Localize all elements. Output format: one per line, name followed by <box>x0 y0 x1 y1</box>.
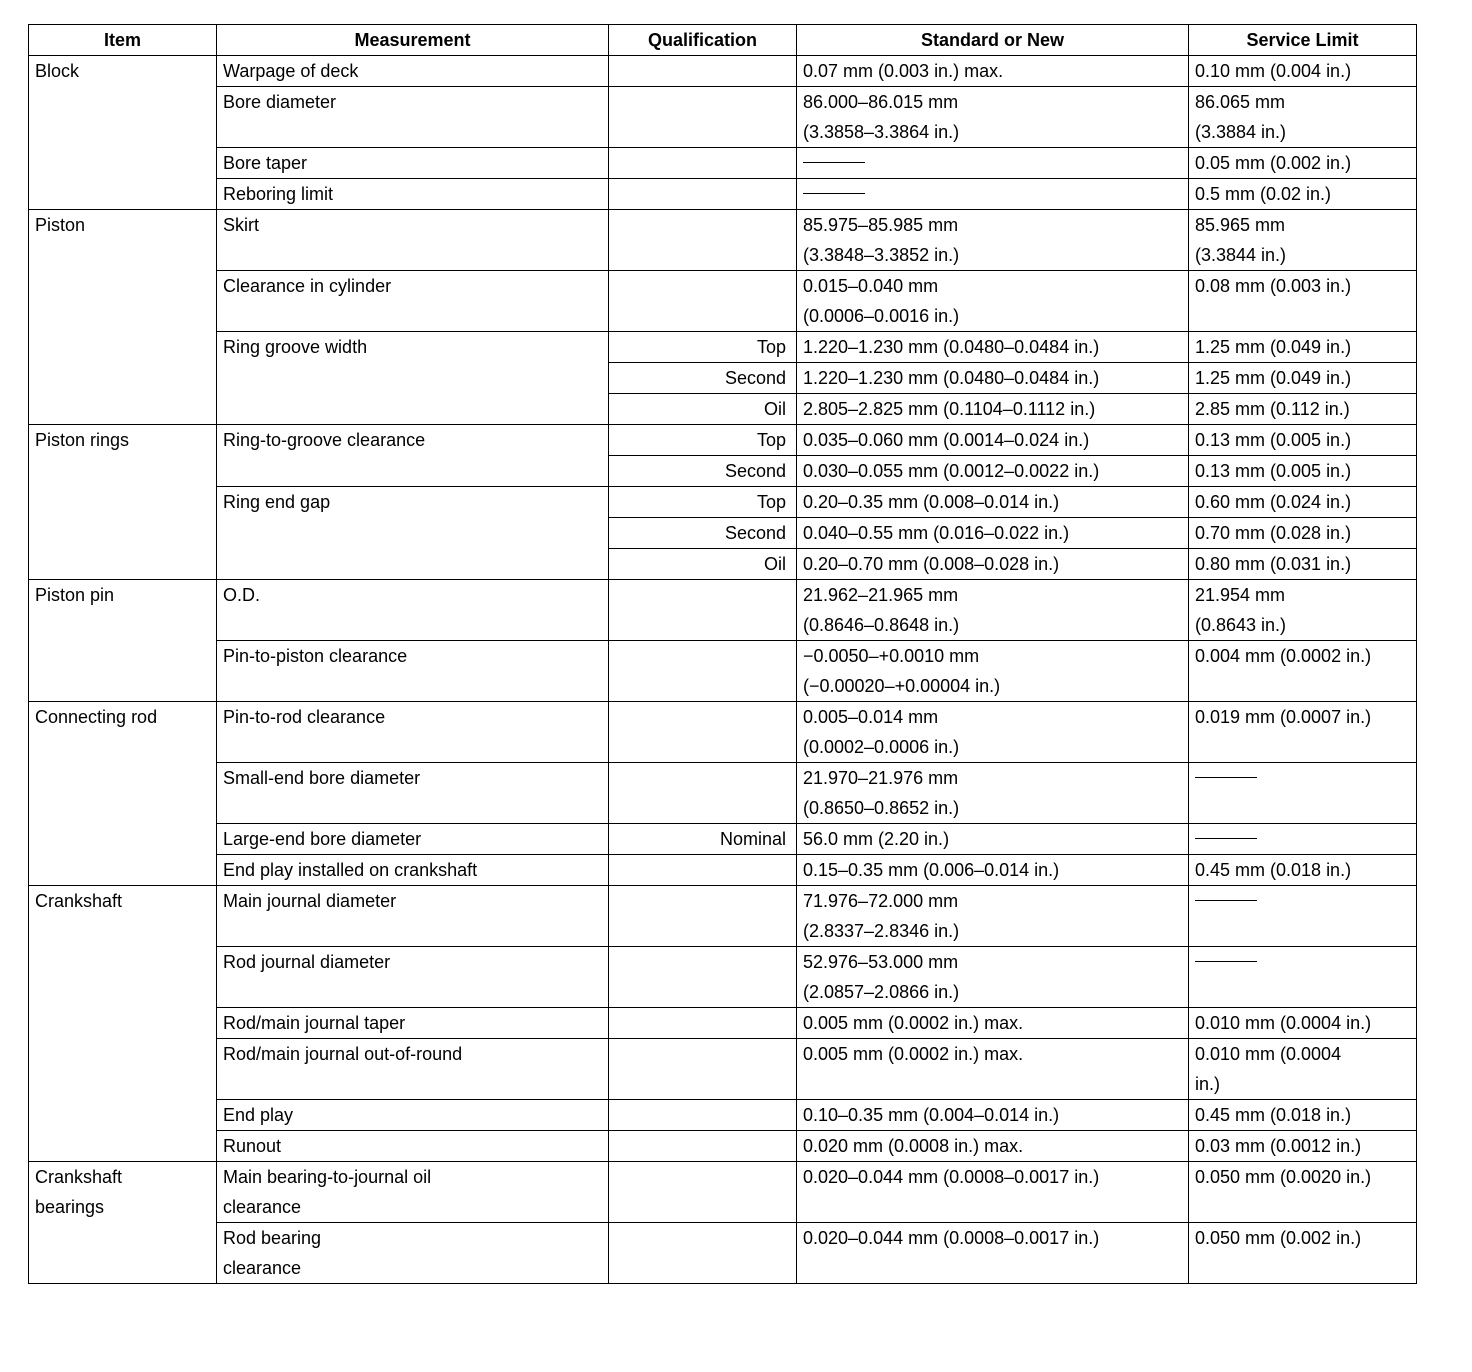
cell-line: Piston <box>35 215 86 235</box>
cell-line: 71.976–72.000 mm <box>803 891 959 911</box>
item-cell <box>29 886 217 1162</box>
service-limit-cell <box>1189 580 1417 641</box>
cell-line: 2.805–2.825 mm (0.1104–0.1112 in.) <box>803 399 1096 419</box>
table-row <box>29 425 1417 456</box>
qualification-cell <box>609 148 797 179</box>
item-cell <box>29 702 217 886</box>
cell-line: Ring end gap <box>223 492 331 512</box>
measurement-cell <box>217 1162 609 1223</box>
cell-line: 0.010 mm (0.0004 in.) <box>1195 1013 1372 1033</box>
cell-line: 0.010 mm (0.0004 <box>1195 1044 1342 1064</box>
standard-cell <box>797 1039 1189 1100</box>
service-limit-cell <box>1189 425 1417 456</box>
cell-line: 21.954 mm <box>1195 585 1286 605</box>
standard-cell <box>797 763 1189 824</box>
standard-cell <box>797 855 1189 886</box>
measurement-cell <box>217 1008 609 1039</box>
standard-cell <box>797 702 1189 763</box>
table-row <box>29 210 1417 271</box>
header-service-limit: Service Limit <box>1189 25 1417 56</box>
qualification-cell: Nominal <box>609 824 797 855</box>
qualification-cell <box>609 580 797 641</box>
measurement-cell <box>217 425 609 487</box>
measurement-cell <box>217 1223 609 1284</box>
table-row <box>29 271 1417 332</box>
table-row <box>29 886 1417 947</box>
cell-line: (0.0006–0.0016 in.) <box>803 306 960 326</box>
qualification-cell <box>609 855 797 886</box>
cell-line: 0.70 mm (0.028 in.) <box>1195 523 1352 543</box>
cell-line: 0.5 mm (0.02 in.) <box>1195 184 1332 204</box>
cell-line: Piston pin <box>35 585 115 605</box>
measurement-cell <box>217 271 609 332</box>
cell-line: 0.019 mm (0.0007 in.) <box>1195 707 1372 727</box>
cell-line: (3.3844 in.) <box>1195 245 1287 265</box>
cell-line: Bore taper <box>223 153 308 173</box>
specifications-table <box>28 24 1417 1284</box>
header-row <box>29 25 1417 56</box>
service-limit-cell <box>1189 824 1417 855</box>
qualification-cell <box>609 87 797 148</box>
cell-line: 2.85 mm (0.112 in.) <box>1195 399 1350 419</box>
measurement-cell <box>217 487 609 580</box>
cell-line: Large-end bore diameter <box>223 829 422 849</box>
table-row <box>29 702 1417 763</box>
qualification-cell <box>609 1100 797 1131</box>
measurement-cell <box>217 210 609 271</box>
cell-line: 0.005–0.014 mm <box>803 707 939 727</box>
standard-cell <box>797 456 1189 487</box>
cell-line: Connecting rod <box>35 707 158 727</box>
qualification-cell: Top <box>609 487 797 518</box>
cell-line: in.) <box>1195 1074 1221 1094</box>
cell-line: clearance <box>223 1197 302 1217</box>
cell-line: (0.8646–0.8648 in.) <box>803 615 960 635</box>
qualification-cell: Top <box>609 332 797 363</box>
item-cell <box>29 580 217 702</box>
qualification-cell: Oil <box>609 549 797 580</box>
cell-line: 0.020 mm (0.0008 in.) max. <box>803 1136 1024 1156</box>
cell-line: 0.80 mm (0.031 in.) <box>1195 554 1352 574</box>
qualification-cell: Second <box>609 456 797 487</box>
cell-line: Runout <box>223 1136 282 1156</box>
table-row <box>29 855 1417 886</box>
cell-line: bearings <box>35 1197 105 1217</box>
measurement-cell <box>217 824 609 855</box>
cell-line: 0.015–0.040 mm <box>803 276 939 296</box>
qualification-cell <box>609 886 797 947</box>
cell-line: 0.13 mm (0.005 in.) <box>1195 430 1352 450</box>
standard-cell <box>797 518 1189 549</box>
cell-line: Crankshaft <box>35 1167 123 1187</box>
cell-line: 0.040–0.55 mm (0.016–0.022 in.) <box>803 523 1070 543</box>
measurement-cell <box>217 1039 609 1100</box>
cell-line: 0.07 mm (0.003 in.) max. <box>803 61 1004 81</box>
cell-line: Skirt <box>223 215 259 235</box>
qualification-cell <box>609 702 797 763</box>
cell-line: 0.20–0.70 mm (0.008–0.028 in.) <box>803 554 1060 574</box>
cell-line: Ring-to-groove clearance <box>223 430 426 450</box>
qualification-cell <box>609 271 797 332</box>
cell-line: 0.05 mm (0.002 in.) <box>1195 153 1352 173</box>
cell-line: (3.3884 in.) <box>1195 122 1287 142</box>
qualification-cell: Top <box>609 425 797 456</box>
standard-cell <box>797 487 1189 518</box>
cell-line: Main journal diameter <box>223 891 397 911</box>
standard-cell <box>797 394 1189 425</box>
cell-line: 21.962–21.965 mm <box>803 585 959 605</box>
header-measurement: Measurement <box>217 25 609 56</box>
service-limit-cell <box>1189 702 1417 763</box>
service-limit-cell <box>1189 1008 1417 1039</box>
measurement-cell <box>217 947 609 1008</box>
measurement-cell <box>217 763 609 824</box>
table-row <box>29 87 1417 148</box>
cell-line: 0.050 mm (0.0020 in.) <box>1195 1167 1372 1187</box>
service-limit-cell <box>1189 148 1417 179</box>
service-limit-cell <box>1189 518 1417 549</box>
table-row <box>29 56 1417 87</box>
measurement-cell <box>217 1100 609 1131</box>
item-cell <box>29 56 217 210</box>
service-limit-cell <box>1189 1131 1417 1162</box>
cell-line: 0.020–0.044 mm (0.0008–0.0017 in.) <box>803 1228 1100 1248</box>
cell-line: 0.20–0.35 mm (0.008–0.014 in.) <box>803 492 1060 512</box>
standard-cell <box>797 1100 1189 1131</box>
measurement-cell <box>217 580 609 641</box>
service-limit-cell <box>1189 56 1417 87</box>
service-limit-cell <box>1189 763 1417 824</box>
cell-line: O.D. <box>223 585 261 605</box>
service-limit-cell <box>1189 1223 1417 1284</box>
service-limit-cell <box>1189 855 1417 886</box>
table-row <box>29 1223 1417 1284</box>
standard-cell <box>797 1008 1189 1039</box>
cell-line: 0.08 mm (0.003 in.) <box>1195 276 1352 296</box>
cell-line: (0.8650–0.8652 in.) <box>803 798 960 818</box>
measurement-cell <box>217 702 609 763</box>
cell-line: 0.10 mm (0.004 in.) <box>1195 61 1352 81</box>
measurement-cell <box>217 148 609 179</box>
service-limit-cell <box>1189 641 1417 702</box>
cell-line: 0.45 mm (0.018 in.) <box>1195 860 1352 880</box>
measurement-cell <box>217 1131 609 1162</box>
measurement-cell <box>217 886 609 947</box>
cell-line: Bore diameter <box>223 92 337 112</box>
header-qualification: Qualification <box>609 25 797 56</box>
cell-line: 0.020–0.044 mm (0.0008–0.0017 in.) <box>803 1167 1100 1187</box>
qualification-cell <box>609 763 797 824</box>
cell-line: clearance <box>223 1258 302 1278</box>
service-limit-cell <box>1189 947 1417 1008</box>
standard-cell <box>797 425 1189 456</box>
table-row <box>29 641 1417 702</box>
table-row <box>29 824 1417 855</box>
cell-line: Piston rings <box>35 430 130 450</box>
cell-line: Rod/main journal out-of-round <box>223 1044 463 1064</box>
table-row <box>29 332 1417 363</box>
cell-line: 0.15–0.35 mm (0.006–0.014 in.) <box>803 860 1060 880</box>
standard-cell <box>797 824 1189 855</box>
service-limit-cell <box>1189 1162 1417 1223</box>
cell-line: Warpage of deck <box>223 61 359 81</box>
standard-cell <box>797 549 1189 580</box>
standard-cell <box>797 363 1189 394</box>
qualification-cell <box>609 641 797 702</box>
service-limit-cell <box>1189 394 1417 425</box>
measurement-cell <box>217 332 609 425</box>
standard-cell <box>797 1131 1189 1162</box>
cell-line: Rod journal diameter <box>223 952 391 972</box>
standard-cell <box>797 87 1189 148</box>
cell-line: 0.03 mm (0.0012 in.) <box>1195 1136 1362 1156</box>
table-row <box>29 947 1417 1008</box>
cell-line: 0.60 mm (0.024 in.) <box>1195 492 1352 512</box>
service-limit-cell <box>1189 886 1417 947</box>
table-row <box>29 1039 1417 1100</box>
table-row <box>29 1008 1417 1039</box>
qualification-cell <box>609 1008 797 1039</box>
table-row <box>29 487 1417 518</box>
table-row <box>29 763 1417 824</box>
cell-line: 85.965 mm <box>1195 215 1286 235</box>
qualification-cell: Second <box>609 518 797 549</box>
cell-line: Reboring limit <box>223 184 334 204</box>
header-standard: Standard or New <box>797 25 1189 56</box>
cell-line: 0.10–0.35 mm (0.004–0.014 in.) <box>803 1105 1060 1125</box>
measurement-cell <box>217 179 609 210</box>
cell-line: 1.220–1.230 mm (0.0480–0.0484 in.) <box>803 368 1100 388</box>
qualification-cell: Second <box>609 363 797 394</box>
table-row <box>29 1131 1417 1162</box>
cell-line: 0.050 mm (0.002 in.) <box>1195 1228 1362 1248</box>
table-row <box>29 148 1417 179</box>
qualification-cell <box>609 1131 797 1162</box>
cell-line: (0.8643 in.) <box>1195 615 1287 635</box>
qualification-cell <box>609 179 797 210</box>
standard-cell <box>797 210 1189 271</box>
measurement-cell <box>217 87 609 148</box>
qualification-cell <box>609 210 797 271</box>
standard-cell <box>797 148 1189 179</box>
cell-line: Small-end bore diameter <box>223 768 421 788</box>
standard-cell <box>797 947 1189 1008</box>
cell-line: 0.005 mm (0.0002 in.) max. <box>803 1013 1024 1033</box>
cell-line: 1.25 mm (0.049 in.) <box>1195 368 1352 388</box>
service-limit-cell <box>1189 87 1417 148</box>
cell-line: 0.035–0.060 mm (0.0014–0.024 in.) <box>803 430 1090 450</box>
qualification-cell <box>609 1039 797 1100</box>
standard-cell <box>797 580 1189 641</box>
table-row <box>29 1100 1417 1131</box>
service-limit-cell <box>1189 271 1417 332</box>
service-limit-cell <box>1189 210 1417 271</box>
cell-line: 0.005 mm (0.0002 in.) max. <box>803 1044 1024 1064</box>
cell-line: 86.065 mm <box>1195 92 1286 112</box>
cell-line: (3.3848–3.3852 in.) <box>803 245 960 265</box>
cell-line: 0.004 mm (0.0002 in.) <box>1195 646 1372 666</box>
service-limit-cell <box>1189 332 1417 363</box>
cell-line: 0.45 mm (0.018 in.) <box>1195 1105 1352 1125</box>
cell-line: End play <box>223 1105 294 1125</box>
service-limit-cell <box>1189 179 1417 210</box>
header-item: Item <box>29 25 217 56</box>
service-limit-cell <box>1189 1039 1417 1100</box>
standard-cell <box>797 886 1189 947</box>
cell-line: (3.3858–3.3864 in.) <box>803 122 960 142</box>
measurement-cell <box>217 855 609 886</box>
cell-line: 86.000–86.015 mm <box>803 92 959 112</box>
standard-cell <box>797 1162 1189 1223</box>
table-row <box>29 1162 1417 1223</box>
table-body <box>29 56 1417 1284</box>
cell-line: Main bearing-to-journal oil <box>223 1167 432 1187</box>
cell-line: 52.976–53.000 mm <box>803 952 959 972</box>
item-cell <box>29 425 217 580</box>
item-cell <box>29 1162 217 1284</box>
cell-line: Pin-to-piston clearance <box>223 646 408 666</box>
qualification-cell <box>609 947 797 1008</box>
cell-line: Crankshaft <box>35 891 123 911</box>
service-limit-cell <box>1189 363 1417 394</box>
cell-line: Ring groove width <box>223 337 368 357</box>
standard-cell <box>797 332 1189 363</box>
cell-line: 21.970–21.976 mm <box>803 768 959 788</box>
cell-line: 0.030–0.055 mm (0.0012–0.0022 in.) <box>803 461 1100 481</box>
cell-line: 1.220–1.230 mm (0.0480–0.0484 in.) <box>803 337 1100 357</box>
cell-line: (−0.00020–+0.00004 in.) <box>803 676 1001 696</box>
cell-line: (2.8337–2.8346 in.) <box>803 921 960 941</box>
cell-line: Pin-to-rod clearance <box>223 707 386 727</box>
qualification-cell <box>609 1162 797 1223</box>
cell-line: Clearance in cylinder <box>223 276 392 296</box>
cell-line: End play installed on crankshaft <box>223 860 478 880</box>
cell-line: (2.0857–2.0866 in.) <box>803 982 960 1002</box>
cell-line: Block <box>35 61 80 81</box>
standard-cell <box>797 179 1189 210</box>
measurement-cell <box>217 641 609 702</box>
cell-line: 1.25 mm (0.049 in.) <box>1195 337 1352 357</box>
cell-line: −0.0050–+0.0010 mm <box>803 646 980 666</box>
cell-line: Rod/main journal taper <box>223 1013 406 1033</box>
service-limit-cell <box>1189 549 1417 580</box>
qualification-cell <box>609 56 797 87</box>
service-limit-cell <box>1189 1100 1417 1131</box>
standard-cell <box>797 56 1189 87</box>
qualification-cell: Oil <box>609 394 797 425</box>
item-cell <box>29 210 217 425</box>
service-limit-cell <box>1189 487 1417 518</box>
standard-cell <box>797 271 1189 332</box>
measurement-cell <box>217 56 609 87</box>
cell-line: 0.13 mm (0.005 in.) <box>1195 461 1352 481</box>
table-row <box>29 580 1417 641</box>
cell-line: 85.975–85.985 mm <box>803 215 959 235</box>
standard-cell <box>797 1223 1189 1284</box>
standard-cell <box>797 641 1189 702</box>
table-row <box>29 179 1417 210</box>
service-limit-cell <box>1189 456 1417 487</box>
cell-line: (0.0002–0.0006 in.) <box>803 737 960 757</box>
qualification-cell <box>609 1223 797 1284</box>
cell-line: 56.0 mm (2.20 in.) <box>803 829 950 849</box>
cell-line: Rod bearing <box>223 1228 322 1248</box>
